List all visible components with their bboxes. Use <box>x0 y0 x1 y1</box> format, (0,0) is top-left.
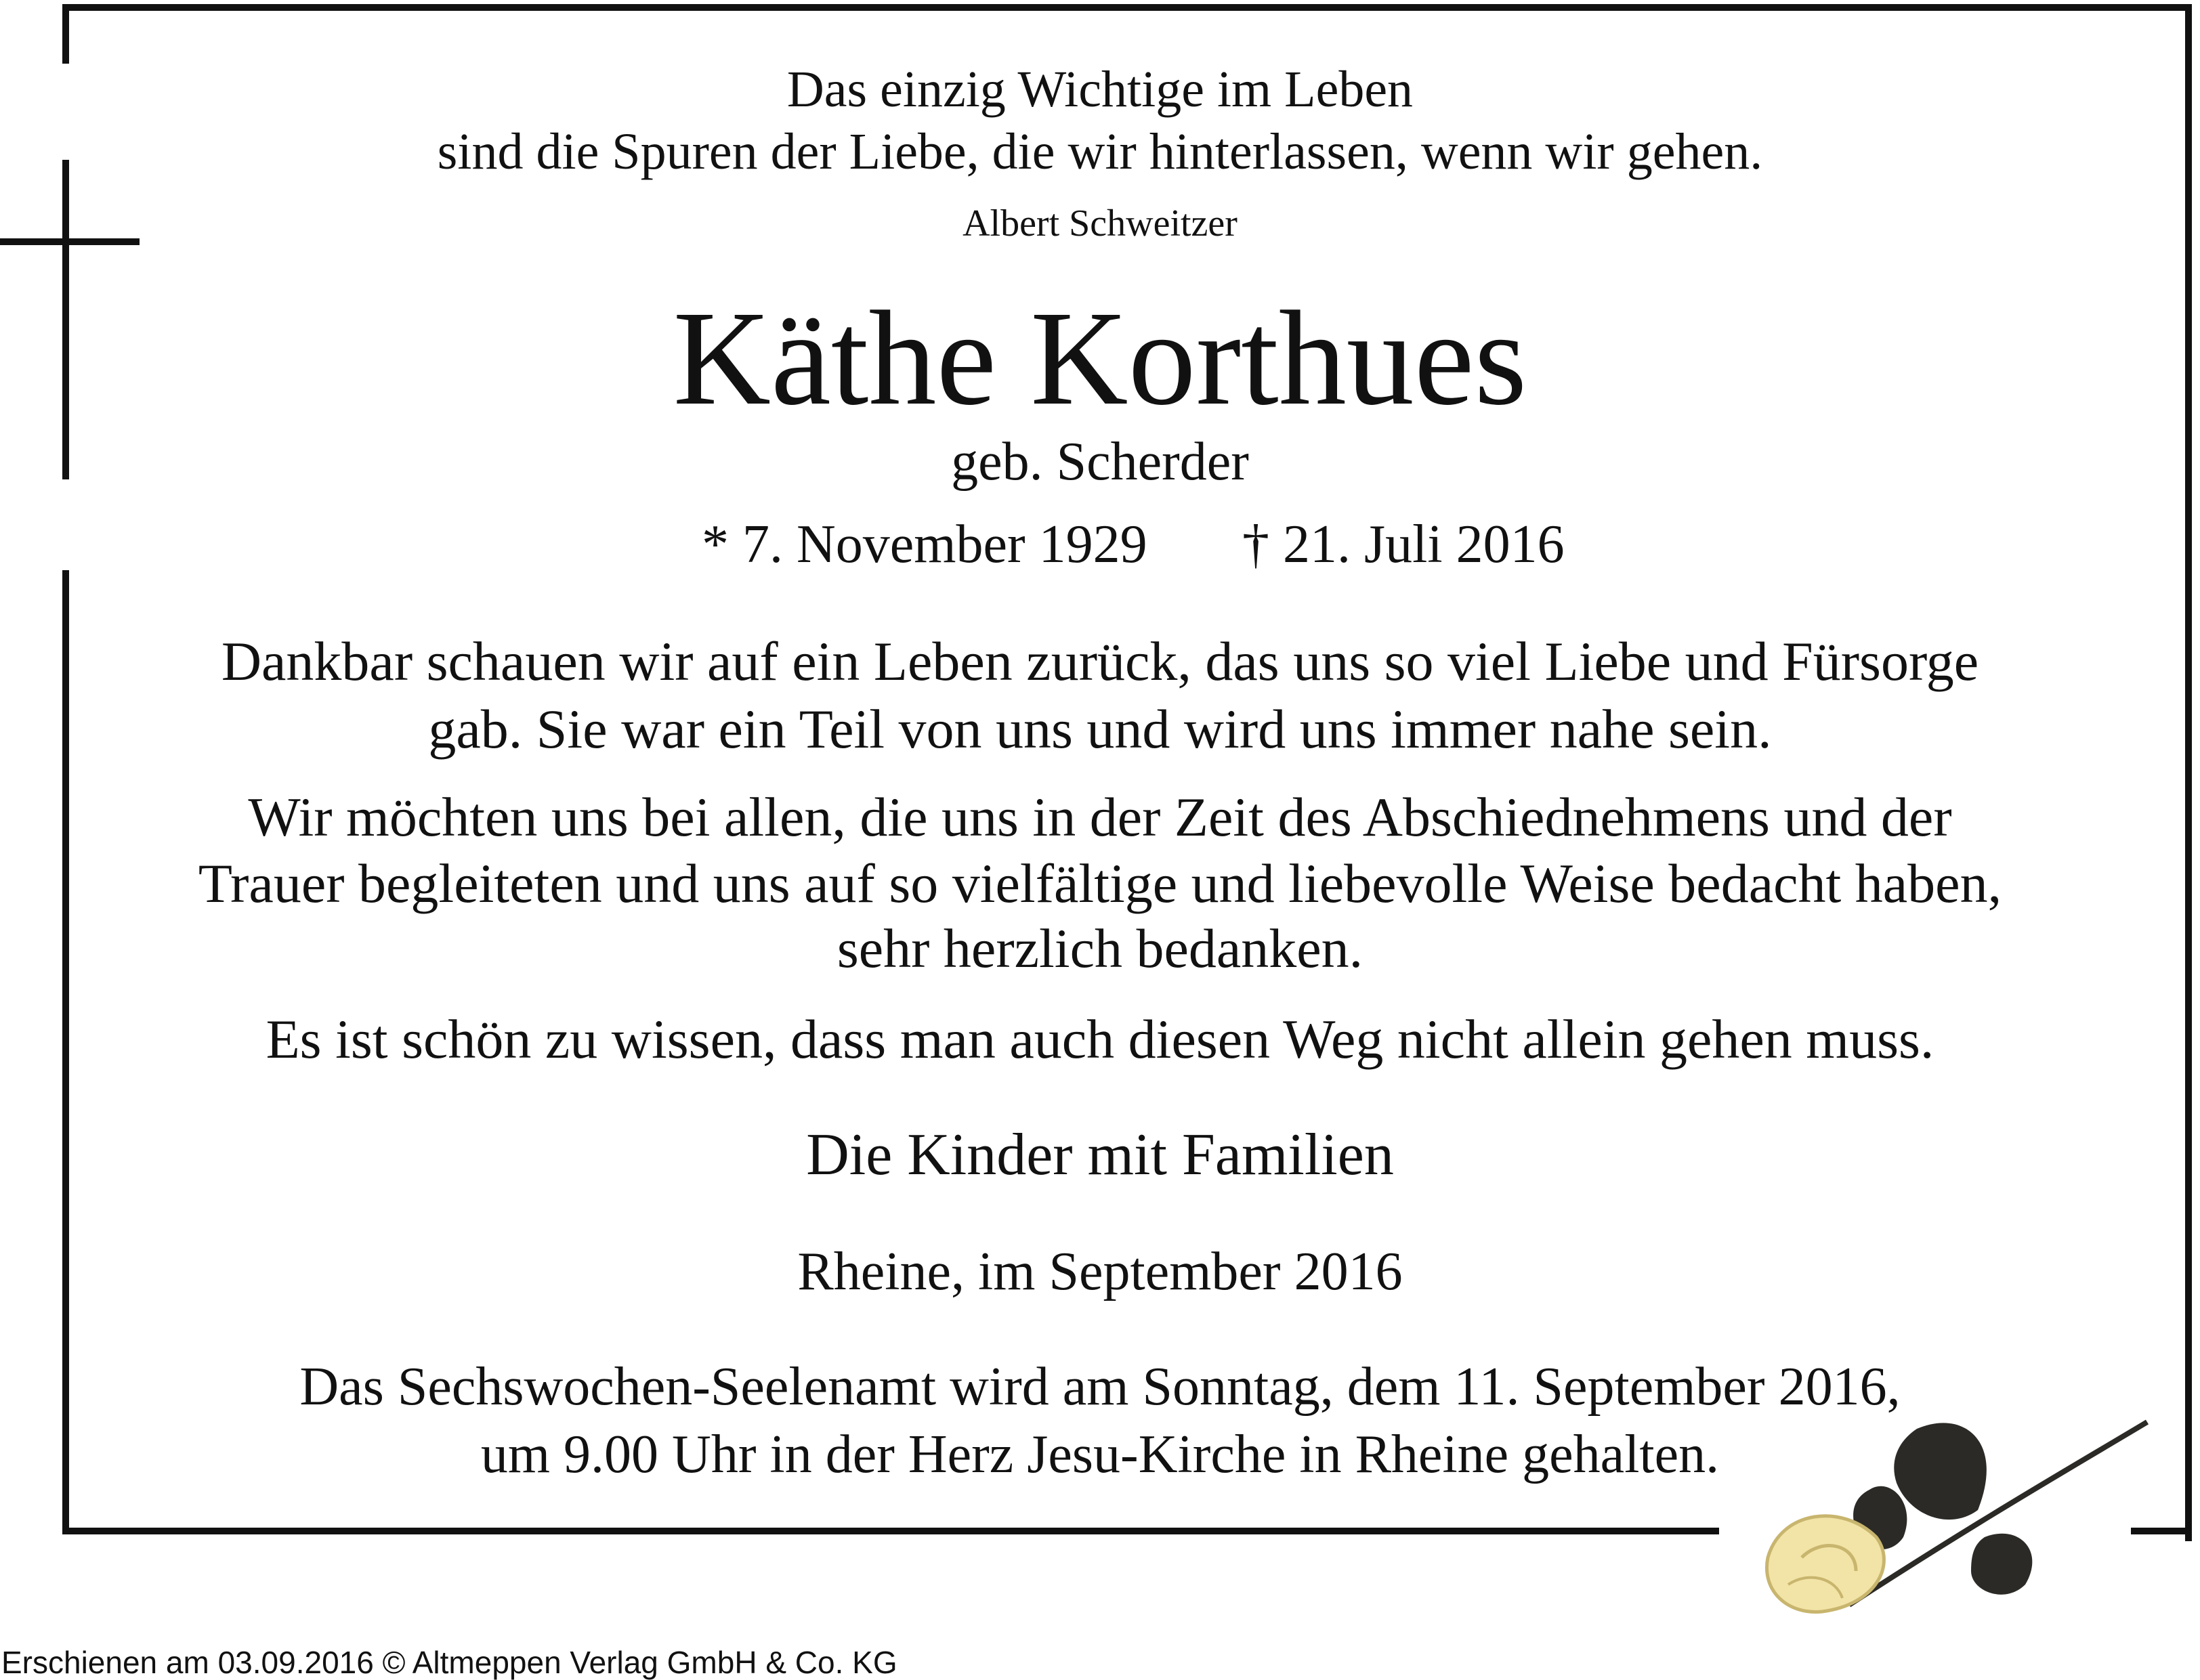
rose-icon <box>1761 1402 2154 1618</box>
message-paragraph-3-line-1: Es ist schön zu wissen, dass man auch diesen Weg nicht allein gehen muss. <box>266 1008 1934 1070</box>
frame-left-border-top <box>62 4 69 64</box>
quote-line-2: sind die Spuren der Liebe, die wir hinterlassen, wenn wir gehen. <box>437 123 1763 180</box>
publication-footer: Erschienen am 03.09.2016 © Altmeppen Verlag GmbH & Co. KG <box>1 1645 897 1680</box>
message-paragraph-2-line-1: Wir möchten uns bei allen, die uns in der Zeit des Abschiednehmens und der <box>248 786 1952 848</box>
message-paragraph-1-line-1: Dankbar schauen wir auf ein Leben zurück, das uns so viel Liebe und Fürsorge <box>221 630 1979 692</box>
frame-top-border <box>62 4 2192 11</box>
service-line-1: Das Sechswochen-Seelenamt wird am Sonntag, dem 11. September 2016, <box>299 1357 1901 1417</box>
message-paragraph-2-line-3: sehr herzlich bedanken. <box>837 918 1363 979</box>
quote-line-1: Das einzig Wichtige im Leben <box>786 61 1414 118</box>
frame-bottom-border-left <box>62 1528 1719 1534</box>
maiden-name: geb. Scherder <box>951 432 1249 492</box>
birth-date: * 7. November 1929 <box>702 515 1147 574</box>
death-date: † 21. Juli 2016 <box>1242 515 1565 574</box>
signature: Die Kinder mit Familien <box>806 1122 1394 1188</box>
deceased-name: Käthe Korthues <box>673 284 1527 433</box>
quote-author: Albert Schweitzer <box>962 202 1238 244</box>
service-line-2: um 9.00 Uhr in der Herz Jesu-Kirche in Rheine gehalten. <box>480 1425 1720 1484</box>
place-date: Rheine, im September 2016 <box>797 1242 1403 1301</box>
message-paragraph-2-line-2: Trauer begleiteten und uns auf so vielfältige und liebevolle Weise bedacht haben, <box>198 853 2002 914</box>
message-paragraph-1-line-2: gab. Sie war ein Teil von uns und wird uns immer nahe sein. <box>428 698 1772 760</box>
